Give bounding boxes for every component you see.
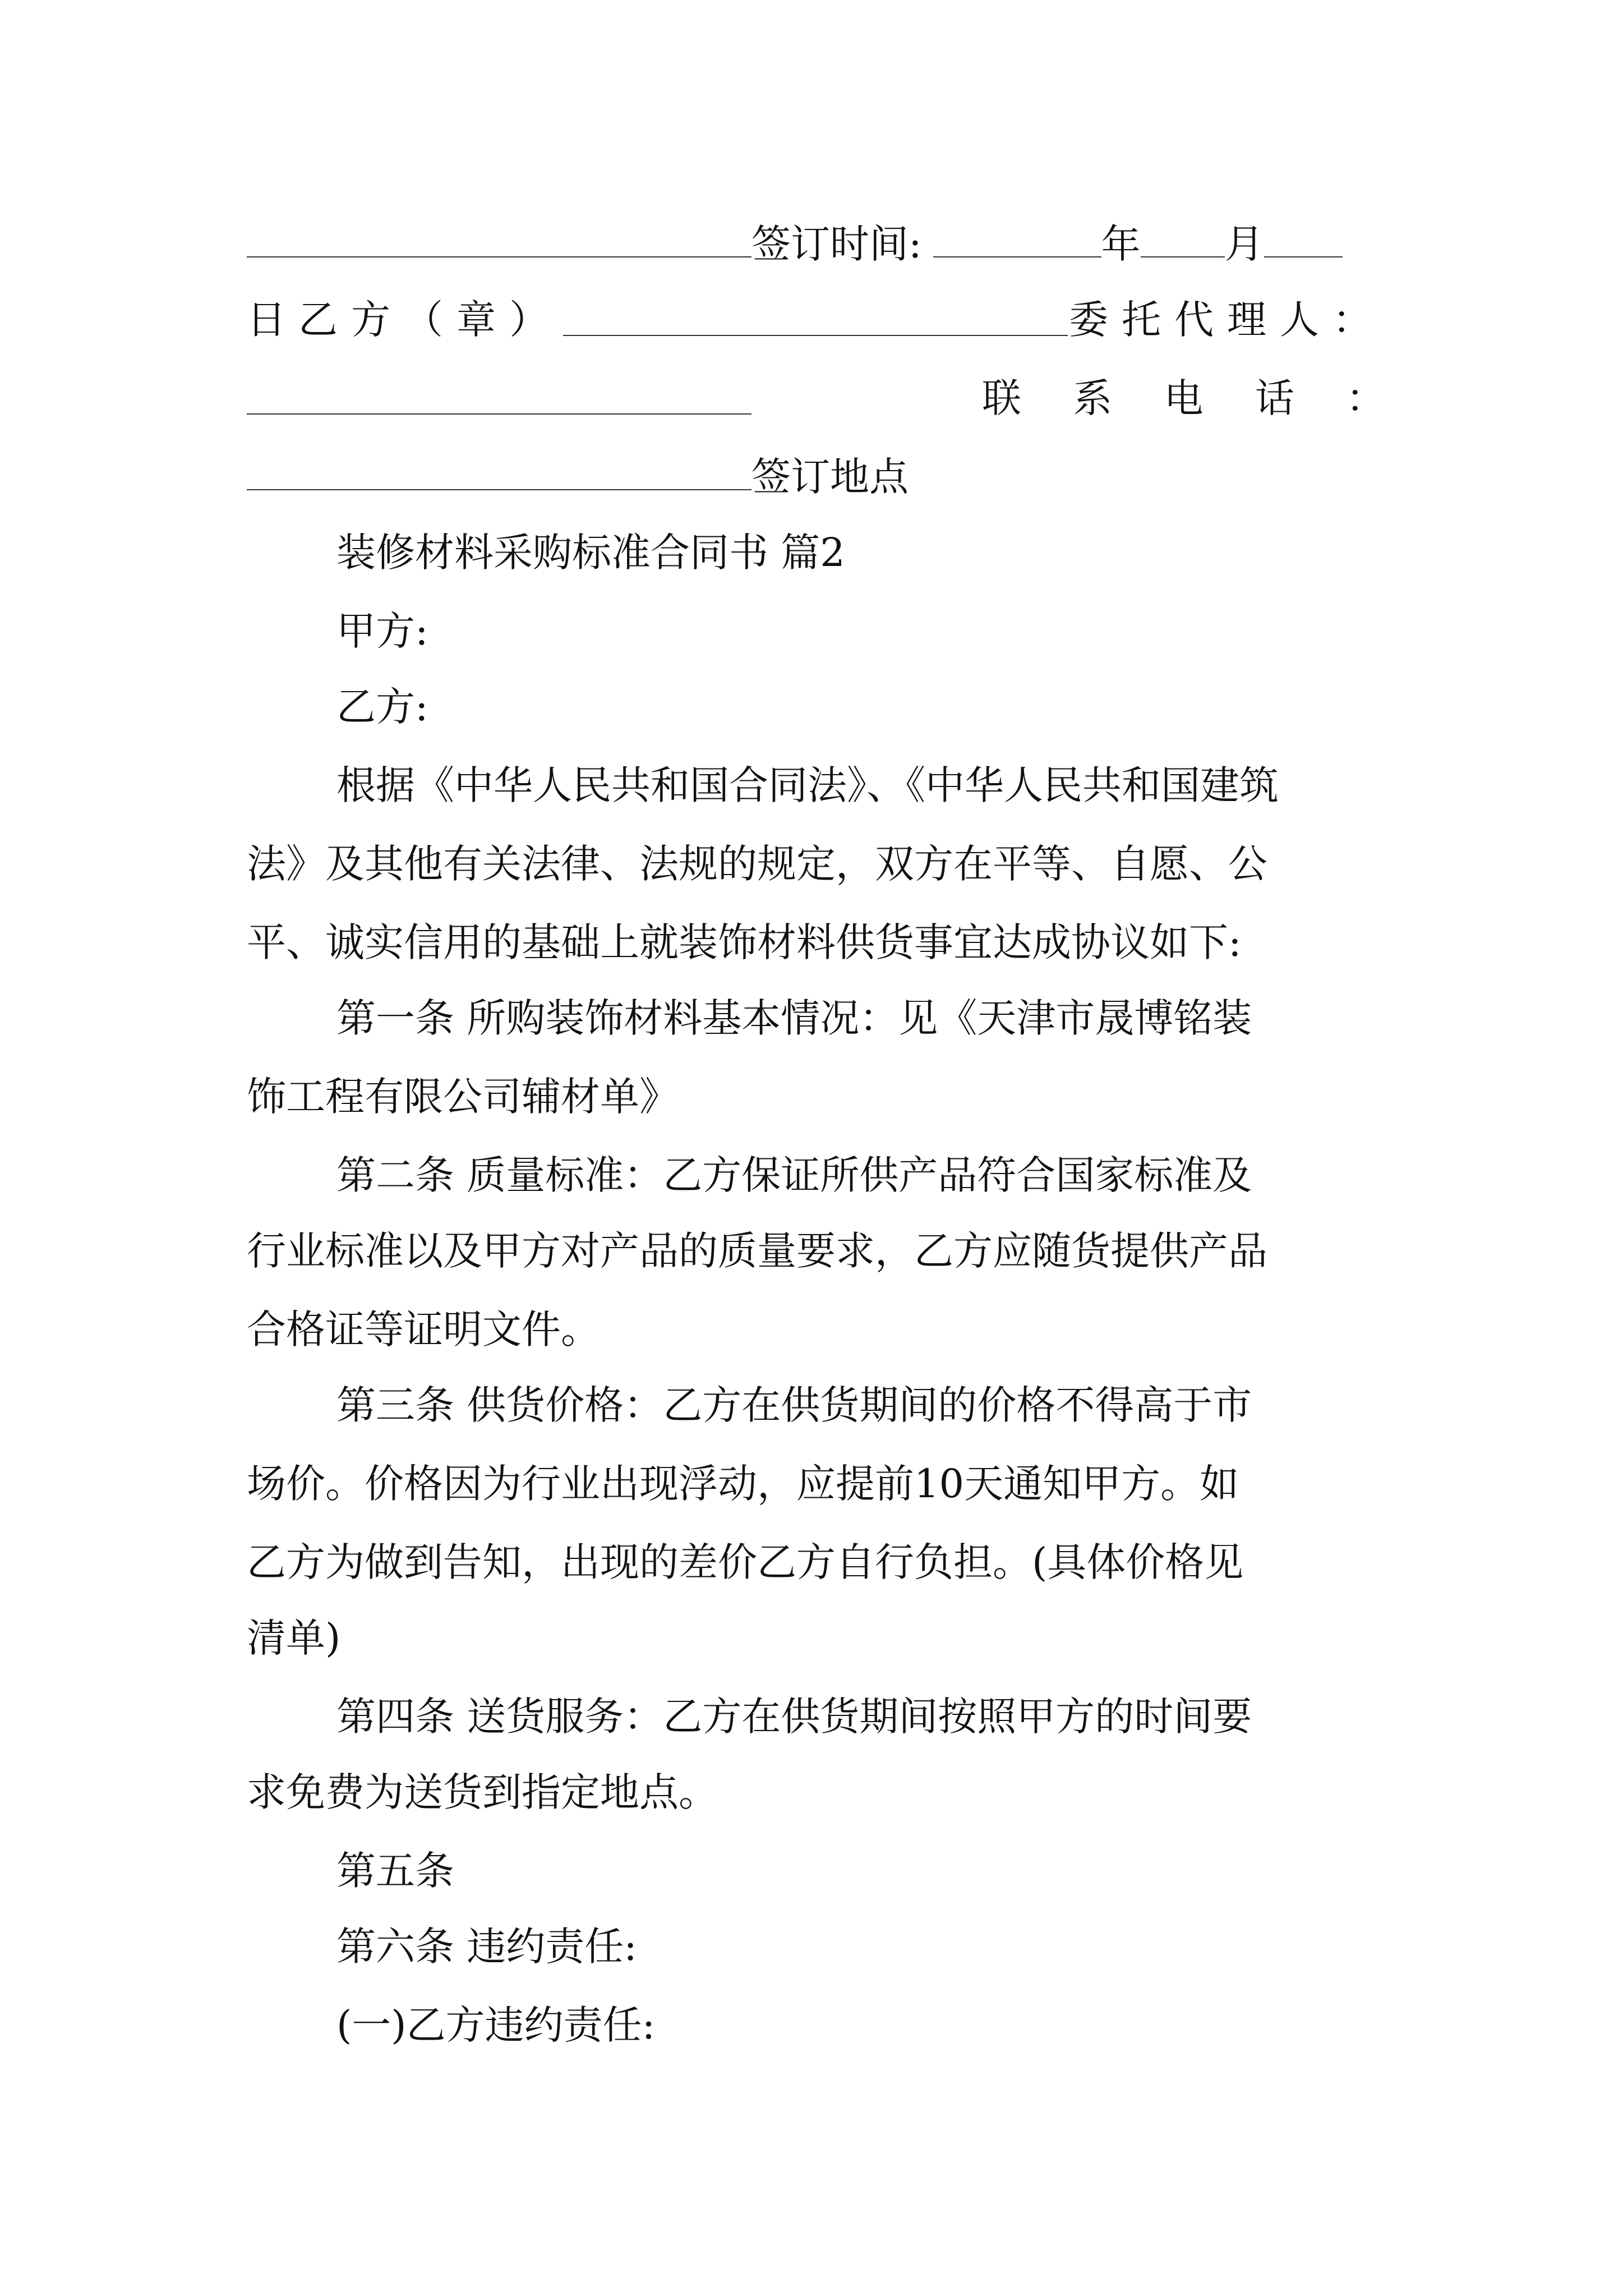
document-title: 装修材料采购标准合同书 篇2 [336,530,845,576]
party-b-label: 乙方: [336,684,428,730]
party-b-liability-heading: (一)乙方违约责任: [336,2002,656,2048]
sign-time-label: 签订时间: [751,221,922,267]
party-b-seal-line [247,289,1385,351]
article-3-line: 场价。价格因为行业出现浮动，应提前10天通知甲方。如 [247,1461,1239,1507]
article-2-line: 第二条 质量标准：乙方保证所供产品符合国家标准及 [336,1152,1252,1198]
year-blank [933,225,1101,257]
phone-blank [247,458,751,490]
sign-place-line [247,446,909,508]
article-4-line: 第四条 送货服务：乙方在供货期间按照甲方的时间要 [336,1694,1252,1740]
agent-label: 委托代理人： [1069,297,1385,343]
preamble-line: 根据《中华人民共和国合同法》、《中华人民共和国建筑 [336,762,1279,808]
year-char: 年 [1101,221,1141,267]
article-3-line: 清单) [247,1615,341,1661]
phone-line [247,367,1385,429]
article-2-line: 合格证等证明文件。 [247,1306,600,1352]
article-6-heading: 第六条 违约责任: [336,1924,637,1970]
article-3-line: 乙方为做到告知，出现的差价乙方自行负担。(具体价格见 [247,1539,1244,1585]
party-b-seal-label: 乙方（章） [298,297,562,343]
article-2-line: 行业标准以及甲方对产品的质量要求，乙方应随货提供产品 [247,1228,1267,1274]
article-3-line: 第三条 供货价格：乙方在供货期间的价格不得高于市 [336,1382,1252,1428]
article-1-line: 第一条 所购装饰材料基本情况：见《天津市晟博铭装 [336,995,1252,1041]
day-blank [1264,225,1343,257]
preamble-line: 平、诚实信用的基础上就装饰材料供货事宜达成协议如下: [247,919,1242,965]
article-1-line: 饰工程有限公司辅材单》 [247,1074,679,1120]
agent-blank [247,382,751,415]
month-char: 月 [1224,221,1264,267]
party-b-seal-blank [563,303,1068,336]
preamble-line: 法》及其他有关法律、法规的规定，双方在平等、自愿、公 [247,841,1267,887]
sign-time-line [247,213,1385,275]
article-5-heading: 第五条 [336,1848,454,1894]
article-4-line: 求免费为送货到指定地点。 [247,1769,718,1815]
month-blank [1141,225,1225,257]
phone-label: 联 系 电 话 ： [981,375,1385,421]
party-a-label: 甲方: [336,608,428,654]
day-char: 日 [247,297,297,343]
sign-place-label: 签订地点 [751,454,909,500]
signature-blank [247,225,751,257]
